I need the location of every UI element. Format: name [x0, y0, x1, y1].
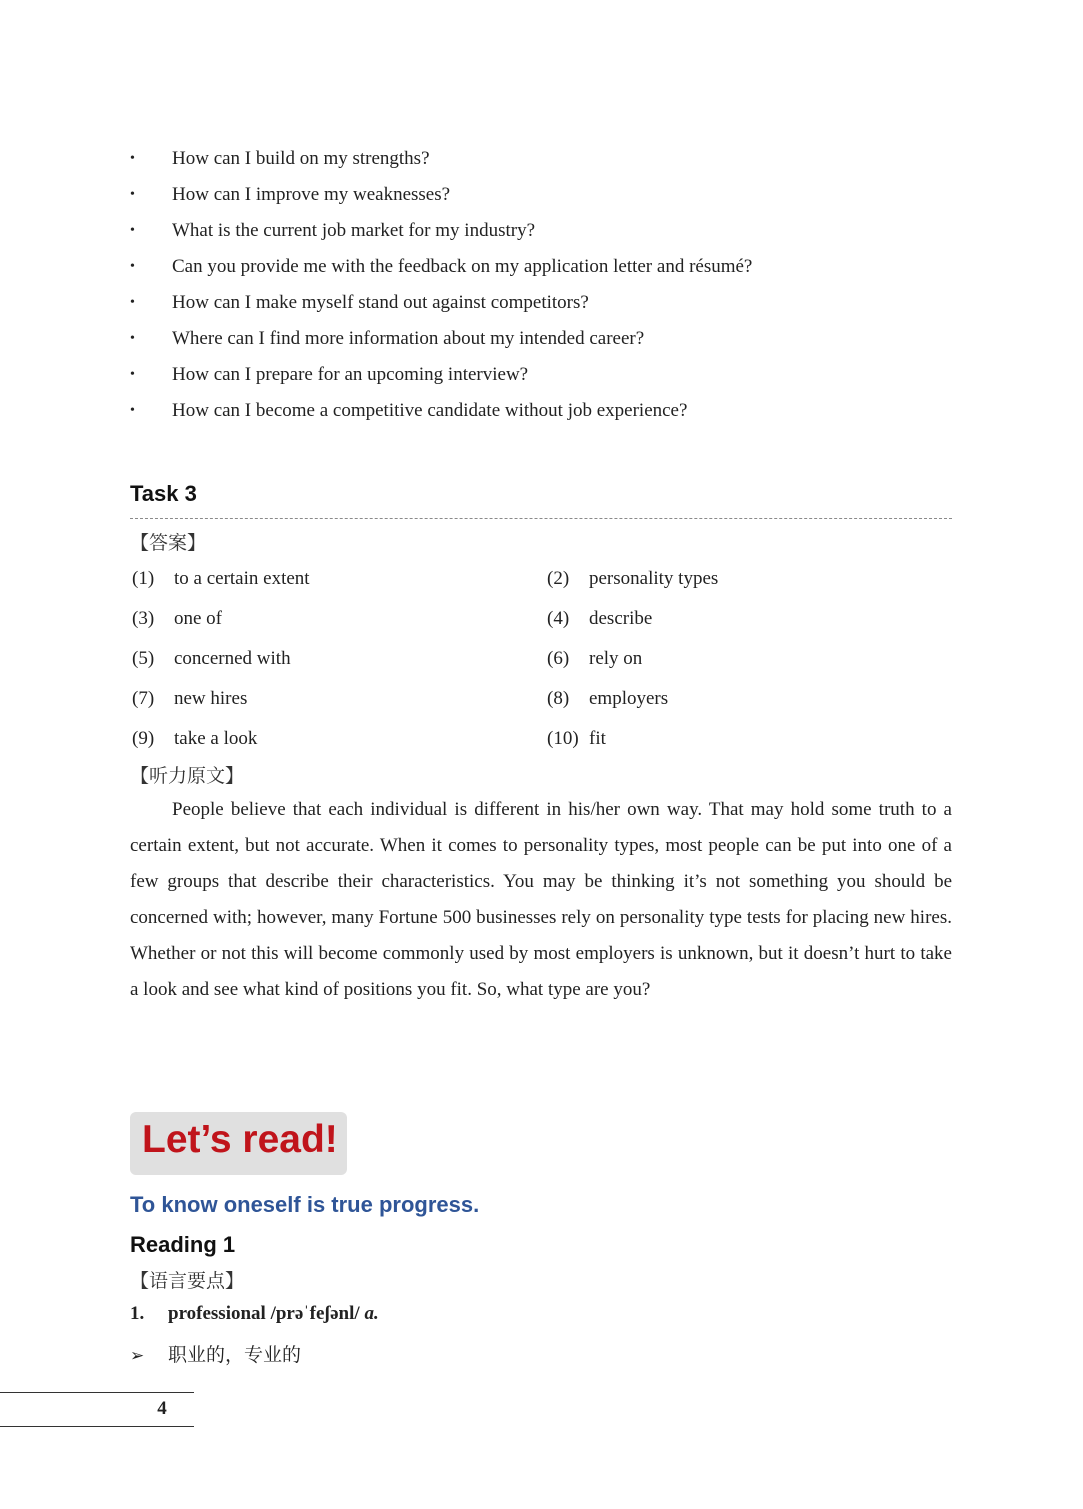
question-text: How can I prepare for an upcoming interview?	[172, 364, 529, 385]
answer-number: (6)	[547, 648, 570, 669]
part-of-speech: a.	[364, 1303, 379, 1324]
footer-rule	[0, 1426, 194, 1427]
answer-text: employers	[589, 688, 669, 709]
answer-number: (2)	[547, 568, 570, 589]
question-text: How can I become a competitive candidate without job experience?	[172, 400, 688, 421]
answer-item	[132, 684, 247, 714]
answer-number: (3)	[132, 608, 155, 629]
answer-item	[547, 684, 668, 714]
answer-item	[547, 564, 718, 594]
question-text: What is the current job market for my industry?	[172, 220, 536, 241]
answer-number: (1)	[132, 568, 155, 589]
answer-grid	[132, 564, 962, 764]
page-number: 4	[157, 1398, 167, 1419]
reading-heading: Reading 1	[130, 1232, 236, 1257]
answer-row	[132, 604, 962, 644]
list-item	[130, 323, 970, 359]
arrow-icon: ➢	[130, 1346, 145, 1366]
vocab-number: 1.	[130, 1303, 145, 1324]
answer-number: (10)	[547, 728, 579, 749]
answer-text: new hires	[174, 688, 248, 709]
list-item	[130, 287, 970, 323]
answer-text: take a look	[174, 728, 258, 749]
answer-number: (7)	[132, 688, 155, 709]
answer-number: (4)	[547, 608, 570, 629]
list-item	[130, 215, 970, 251]
answer-number: (9)	[132, 728, 155, 749]
language-points-label: 【语言要点】	[130, 1270, 245, 1292]
answer-item	[547, 724, 606, 754]
question-text: How can I build on my strengths?	[172, 148, 430, 169]
section-banner	[130, 1112, 347, 1175]
answer-text: one of	[174, 608, 223, 629]
dashed-divider	[130, 518, 952, 519]
banner-title: Let’s read!	[142, 1118, 338, 1161]
answer-text: concerned with	[174, 648, 291, 669]
bullet-icon: •	[130, 403, 135, 418]
bullet-icon: •	[130, 367, 135, 382]
answer-number: (5)	[132, 648, 155, 669]
answer-row	[132, 644, 962, 684]
bullet-icon: •	[130, 151, 135, 166]
vocab-meaning	[130, 1340, 301, 1367]
list-item	[130, 143, 970, 179]
question-list	[130, 143, 970, 431]
bullet-icon: •	[130, 331, 135, 346]
answer-text: rely on	[589, 648, 643, 669]
answers-label: 【答案】	[130, 532, 207, 554]
question-text: Can you provide me with the feedback on my application letter and résumé?	[172, 256, 753, 277]
answer-item	[132, 604, 222, 634]
list-item	[130, 359, 970, 395]
answer-row	[132, 684, 962, 724]
section-heading: Task 3	[130, 481, 197, 506]
answer-row	[132, 564, 962, 604]
bullet-icon: •	[130, 223, 135, 238]
answer-text: describe	[589, 608, 653, 629]
list-item	[130, 251, 970, 287]
question-text: Where can I find more information about my intended career?	[172, 328, 645, 349]
answer-item	[132, 644, 291, 674]
vocab-word: professional /prəˈfeʃənl/	[168, 1303, 360, 1324]
answer-item	[547, 644, 642, 674]
bullet-icon: •	[130, 187, 135, 202]
transcript-paragraph: People believe that each individual is different in his/her own way. That may hold some truth to a certain extent, but not accurate. When it comes to personality types, most people can be put into one of a few groups that describe their characteristics. You may be thinking it’s not something you should be concerned with; however, many Fortune 500 businesses rely on personality type tests for placing new hires. Whether or not this will become commonly used by most employers is unknown, but it doesn’t hurt to take a look and see what kind of positions you fit. So, what type are you?	[130, 799, 952, 1000]
answer-row	[132, 724, 962, 764]
transcript-label: 【听力原文】	[130, 765, 245, 787]
answer-text: personality types	[589, 568, 719, 589]
answer-item	[547, 604, 652, 634]
footer-rule	[0, 1392, 194, 1393]
answer-number: (8)	[547, 688, 570, 709]
list-item	[130, 395, 970, 431]
answer-item	[132, 724, 257, 754]
answer-text: to a certain extent	[174, 568, 310, 589]
question-text: How can I improve my weaknesses?	[172, 184, 451, 205]
list-item	[130, 179, 970, 215]
bullet-icon: •	[130, 259, 135, 274]
meaning-text: 职业的，专业的	[168, 1344, 302, 1366]
section-subtitle: To know oneself is true progress.	[130, 1192, 480, 1217]
answer-item	[132, 564, 310, 594]
bullet-icon: •	[130, 295, 135, 310]
question-text: How can I make myself stand out against competitors?	[172, 292, 589, 313]
vocab-entry	[130, 1303, 379, 1325]
answer-text: fit	[589, 728, 606, 749]
